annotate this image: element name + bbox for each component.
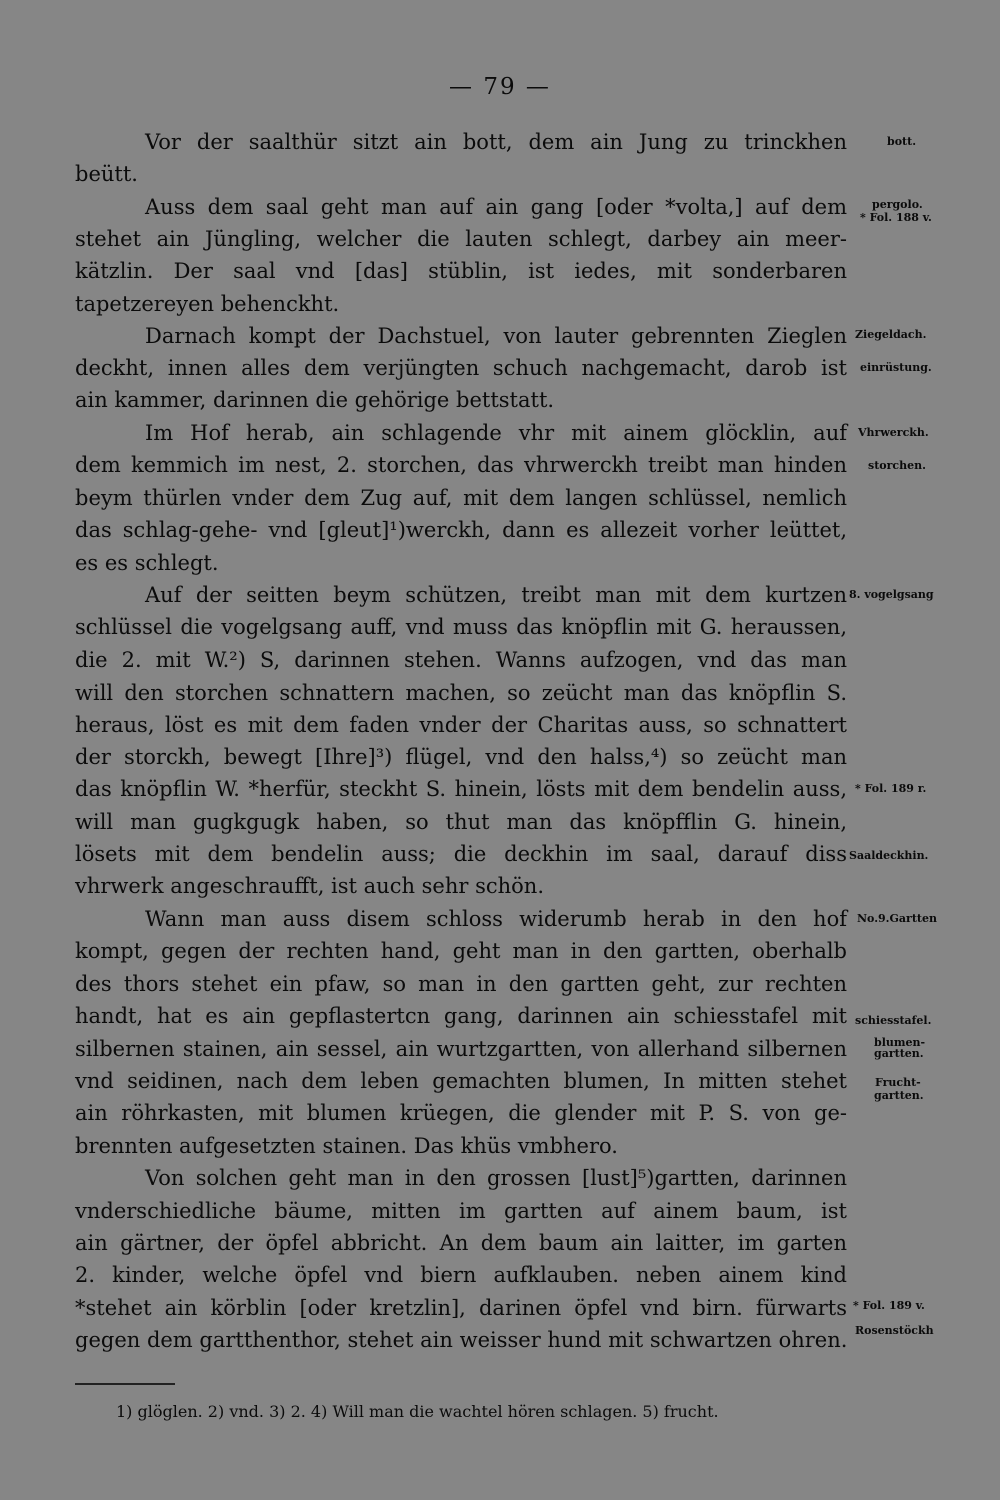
margin-note: * Fol. 189 v. xyxy=(853,1299,925,1312)
margin-note: * Fol. 189 r. xyxy=(855,782,927,795)
text-line: silbernen stainen, ain sessel, ain wurtzgartten, von allerhand silbernen xyxy=(75,1037,847,1061)
text-line: heraus, löst es mit dem faden vnder der Charitas auss, so schnattert xyxy=(75,713,847,737)
margin-note: einrüstung. xyxy=(860,361,932,374)
text-line: beütt. xyxy=(75,162,138,186)
text-line: Von solchen geht man in den grossen [lust]⁵)gartten, darinnen xyxy=(145,1166,847,1190)
text-line: schlüssel die vogelgsang auff, vnd muss das knöpflin mit G. heraussen, xyxy=(75,615,847,639)
text-line: ain gärtner, der öpfel abbricht. An dem baum ain laitter, im garten xyxy=(75,1231,847,1255)
text-line: tapetzereyen behenckht. xyxy=(75,292,340,316)
margin-note: gartten. xyxy=(874,1089,924,1102)
text-line: ain kammer, darinnen die gehörige bettstatt. xyxy=(75,388,555,412)
text-line: vnderschiedliche bäume, mitten im gartten auf ainem baum, ist xyxy=(75,1199,847,1223)
text-line: brennten aufgesetzten stainen. Das khüs vmbhero. xyxy=(75,1134,618,1158)
page-number: — 79 — xyxy=(449,74,551,100)
text-line: handt, hat es ain gepflastertcn gang, darinnen ain schiesstafel mit xyxy=(75,1004,847,1028)
text-line: des thors stehet ein pfaw, so man in den gartten geht, zur rechten xyxy=(75,972,847,996)
text-line: *stehet ain körblin [oder kretzlin], darinen öpfel vnd birn. fürwarts xyxy=(75,1296,847,1320)
margin-note: storchen. xyxy=(868,459,926,472)
margin-note: Rosenstöckh xyxy=(855,1324,934,1337)
margin-note: blumen- xyxy=(874,1036,926,1049)
footnote-rule xyxy=(75,1383,175,1385)
text-line: Darnach kompt der Dachstuel, von lauter gebrennten Zieglen xyxy=(145,324,847,348)
text-line: dem kemmich im nest, 2. storchen, das vhrwerckh treibt man hinden xyxy=(75,453,847,477)
text-line: die 2. mit W.²) S, darinnen stehen. Wanns aufzogen, vnd das man xyxy=(75,648,847,672)
text-line: vnd seidinen, nach dem leben gemachten blumen, In mitten stehet xyxy=(75,1069,847,1093)
margin-note: bott. xyxy=(887,135,917,148)
text-line: will man gugkgugk haben, so thut man das knöpfflin G. hinein, xyxy=(75,810,847,834)
margin-note: No.9.Gartten xyxy=(857,912,937,925)
text-line: Auf der seitten beym schützen, treibt man mit dem kurtzen xyxy=(145,583,847,607)
text-line: beym thürlen vnder dem Zug auf, mit dem langen schlüssel, nemlich xyxy=(75,486,847,510)
text-line: Vor der saalthür sitzt ain bott, dem ain Jung zu trinckhen xyxy=(145,130,847,154)
text-line: Im Hof herab, ain schlagende vhr mit ainem glöcklin, auf xyxy=(145,421,847,445)
text-line: kätzlin. Der saal vnd [das] stüblin, ist iedes, mit sonderbaren xyxy=(75,259,847,283)
text-line: stehet ain Jüngling, welcher die lauten schlegt, darbey ain meer- xyxy=(75,227,847,251)
text-line: das knöpflin W. *herfür, steckht S. hinein, lösts mit dem bendelin auss, xyxy=(75,777,847,801)
margin-note: schiesstafel. xyxy=(855,1014,932,1027)
text-line: ain röhrkasten, mit blumen krüegen, die glender mit P. S. von ge- xyxy=(75,1101,847,1125)
text-line: 2. kinder, welche öpfel vnd biern aufklauben. neben ainem kind xyxy=(75,1263,847,1287)
margin-note: Frucht- xyxy=(875,1076,921,1089)
footnotes: 1) glöglen. 2) vnd. 3) 2. 4) Will man die wachtel hören schlagen. 5) frucht. xyxy=(116,1402,719,1421)
text-line: es es schlegt. xyxy=(75,551,219,575)
text-line: Auss dem saal geht man auf ain gang [oder *volta,] auf dem xyxy=(145,195,847,219)
text-line: kompt, gegen der rechten hand, geht man in den gartten, oberhalb xyxy=(75,939,847,963)
margin-note: 8. vogelgsang xyxy=(849,588,934,601)
margin-note: * Fol. 188 v. xyxy=(860,211,932,224)
text-line: gegen dem gartthenthor, stehet ain weisser hund mit schwartzen ohren. xyxy=(75,1328,848,1352)
text-line: will den storchen schnattern machen, so zeücht man das knöpflin S. xyxy=(75,681,847,705)
text-line: das schlag-gehe- vnd [gleut]¹)werckh, dann es allezeit vorher leüttet, xyxy=(75,518,847,542)
margin-note: gartten. xyxy=(874,1047,924,1060)
text-line: lösets mit dem bendelin auss; die deckhin im saal, darauf diss xyxy=(75,842,847,866)
text-line: deckht, innen alles dem verjüngten schuch nachgemacht, darob ist xyxy=(75,356,847,380)
margin-note: pergolo. xyxy=(872,198,923,211)
margin-note: Ziegeldach. xyxy=(855,328,927,341)
margin-note: Vhrwerckh. xyxy=(858,426,929,439)
text-line: vhrwerk angeschraufft, ist auch sehr schön. xyxy=(75,874,545,898)
margin-note: Saaldeckhin. xyxy=(849,849,929,862)
text-line: der storckh, bewegt [Ihre]³) flügel, vnd den halss,⁴) so zeücht man xyxy=(75,745,847,769)
text-line: Wann man auss disem schloss widerumb herab in den hof xyxy=(145,907,847,931)
